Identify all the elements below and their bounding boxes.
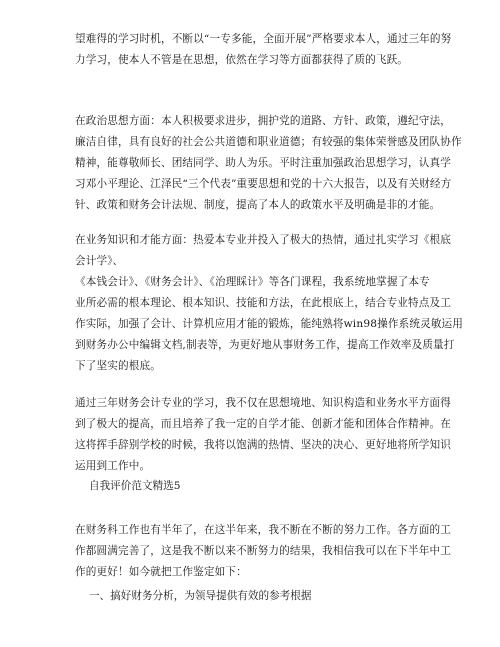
text-line: 望难得的学习时机，不断以“一专多能，全面开展”严格要求本人，通过三年的努 <box>75 33 452 45</box>
section-heading: 自我评价范文精选5 <box>89 480 181 492</box>
text-line: 运用到工作中。 <box>75 460 151 472</box>
text-line: 到财务办公中编辑文档,制表等，为更好地从事财务工作，提高工作效率及质量打 <box>75 339 455 351</box>
text-line: 在财务科工作也有半年了，在这半年来，我不断在不断的努力工作。各方面的工 <box>75 524 452 536</box>
text-line: 力学习，使本人不管是在思想，依然在学习等方面都获得了质的飞跃。 <box>75 54 409 66</box>
text-line: 作实际，加强了会计、计算机应用才能的锻炼，能纯熟将win98操作系统灵敏运用 <box>75 318 464 330</box>
text-line: 通过三年财务会计专业的学习，我不仅在思想境地、知识构造和业务水平方面得 <box>75 397 452 409</box>
text-line: 作都圆满完善了，这是我不断以来不断努力的结果，我相信我可以在下半年中工 <box>75 545 452 557</box>
paragraph-finance-work <box>75 520 452 583</box>
subsection-heading: 一、搞好财务分析，为领导提供有效的参考根据 <box>89 590 312 602</box>
text-line: 下了坚实的根底。 <box>75 360 161 372</box>
text-line: 在业务知识和才能方面：热爱本专业并投入了极大的热情，通过扎实学习《根底 <box>75 234 452 246</box>
text-line: 习邓小平理论、江泽民“三个代表”重要思想和党的十六大报告，以及有关财经方 <box>75 178 452 190</box>
text-line: 作的更好！如今就把工作鉴定如下： <box>75 566 247 578</box>
text-line: 会计学》、 <box>75 255 124 267</box>
text-line: 到了极大的提高，而且培养了我一定的自学才能、创新才能和团体合作精神。在 <box>75 418 452 430</box>
text-line: 廉洁自律，具有良好的社会公共道德和职业道德；有较强的集体荣誉感及团队协作 <box>75 136 462 148</box>
paragraph-three-years-summary <box>75 393 452 477</box>
text-line: 业所必需的根本理论、根本知识、技能和方法，在此根底上，结合专业特点及工 <box>75 297 452 309</box>
text-line: 精神，能尊敬师长、团结同学、助人为乐。平时注重加强政治思想学习，认真学 <box>75 157 452 169</box>
paragraph-political-thought <box>75 111 462 216</box>
text-line: 在政治思想方面：本人积极要求进步，拥护党的道路、方针、政策，遵纪守法， <box>75 115 452 127</box>
text-line: 针、政策和财务会计法规、制度，提高了本人的政策水平及明确是非的才能。 <box>75 199 441 211</box>
paragraph-professional-skills <box>75 230 464 377</box>
paragraph-study-opportunity <box>75 29 452 71</box>
text-line: 《本钱会计》、《财务会计》、《治理睬计》等各门课程，我系统地掌握了本专 <box>75 276 430 288</box>
text-line: 这将挥手辞别学校的时候，我将以饱满的热情、坚决的决心、更好地将所学知识 <box>75 439 452 451</box>
